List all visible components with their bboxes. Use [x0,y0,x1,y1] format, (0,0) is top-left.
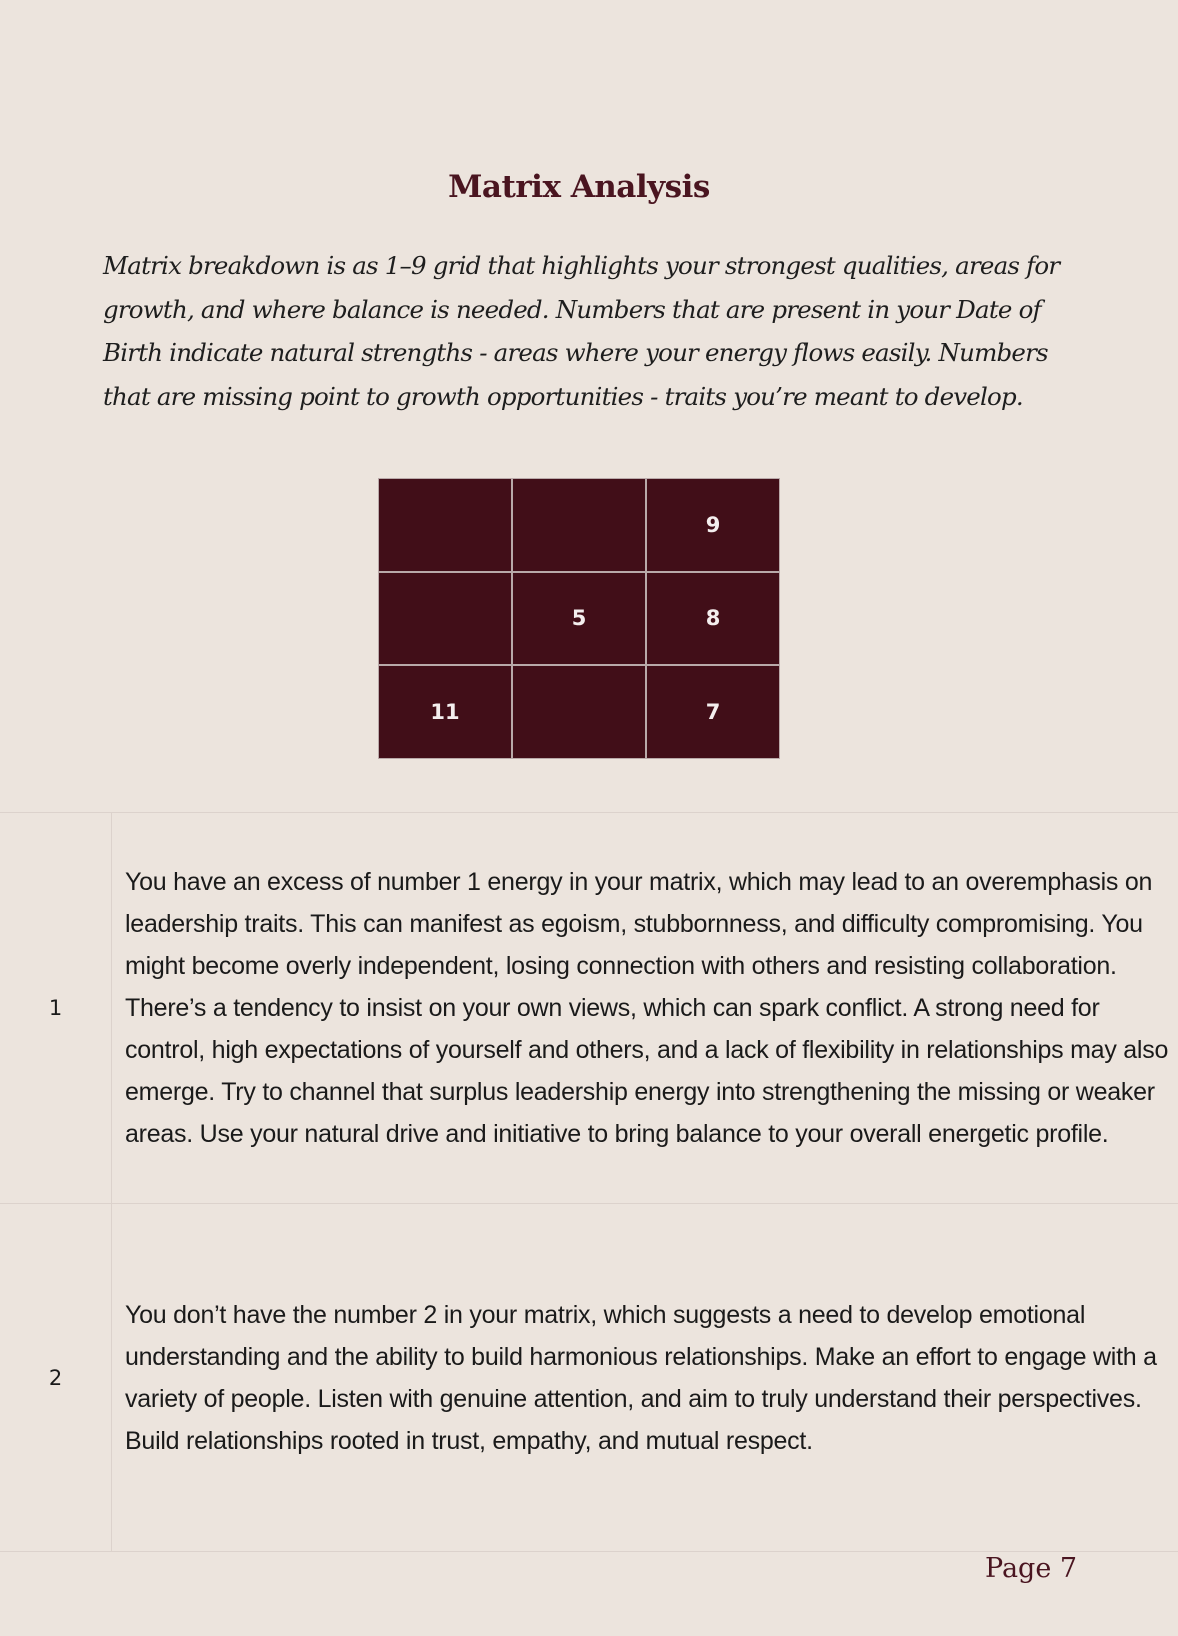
intro-paragraph: Matrix breakdown is as 1–9 grid that highlights your strongest qualities, areas for growth, and where balance is needed. Numbers that are present in your Date of Birth indicate natural strengths - areas where your energy flows easily. Numbers that are missing point to growth opportunities - traits you’re meant to develop. [103,251,1060,411]
matrix-cell: 11 [379,666,511,758]
analysis-row-1 [0,813,1178,1204]
analysis-number: 2 [0,1204,112,1551]
analysis-text: You don’t have the number 2 in your matrix, which suggests a need to develop emotional understanding and the ability to build harmonious relationships. Make an effort to engage with a variety of people. Listen with genuine attention, and aim to truly understand their perspectives. Build relationships rooted in trust, empathy, and mutual respect. [125,1300,1157,1455]
matrix-cell: 7 [647,666,779,758]
matrix-cell [379,479,511,571]
analysis-table [0,812,1178,1552]
matrix-cell [513,479,645,571]
matrix-cell [513,666,645,758]
page-title: Matrix Analysis [448,168,710,205]
matrix-cell [379,573,511,665]
matrix-cell: 8 [647,573,779,665]
analysis-row-2 [0,1204,1178,1552]
page-number: Page 7 [985,1553,1078,1584]
analysis-number: 1 [0,813,112,1203]
analysis-text: You have an excess of number 1 energy in your matrix, which may lead to an overemphasis on leadership traits. This can manifest as egoism, stubbornness, and difficulty compromising. You might become overly independent, losing connection with others and resisting collaboration. There’s a tendency to insist on your own views, which can spark conflict. A strong need for control, high expectations of yourself and others, and a lack of flexibility in relationships may also emerge. Try to channel that surplus leadership energy into strengthening the missing or weaker areas. Use your natural drive and initiative to bring balance to your overall energetic profile. [125,868,1169,1148]
numerology-matrix-grid [378,478,780,759]
matrix-cell: 5 [513,573,645,665]
matrix-cell: 9 [647,479,779,571]
